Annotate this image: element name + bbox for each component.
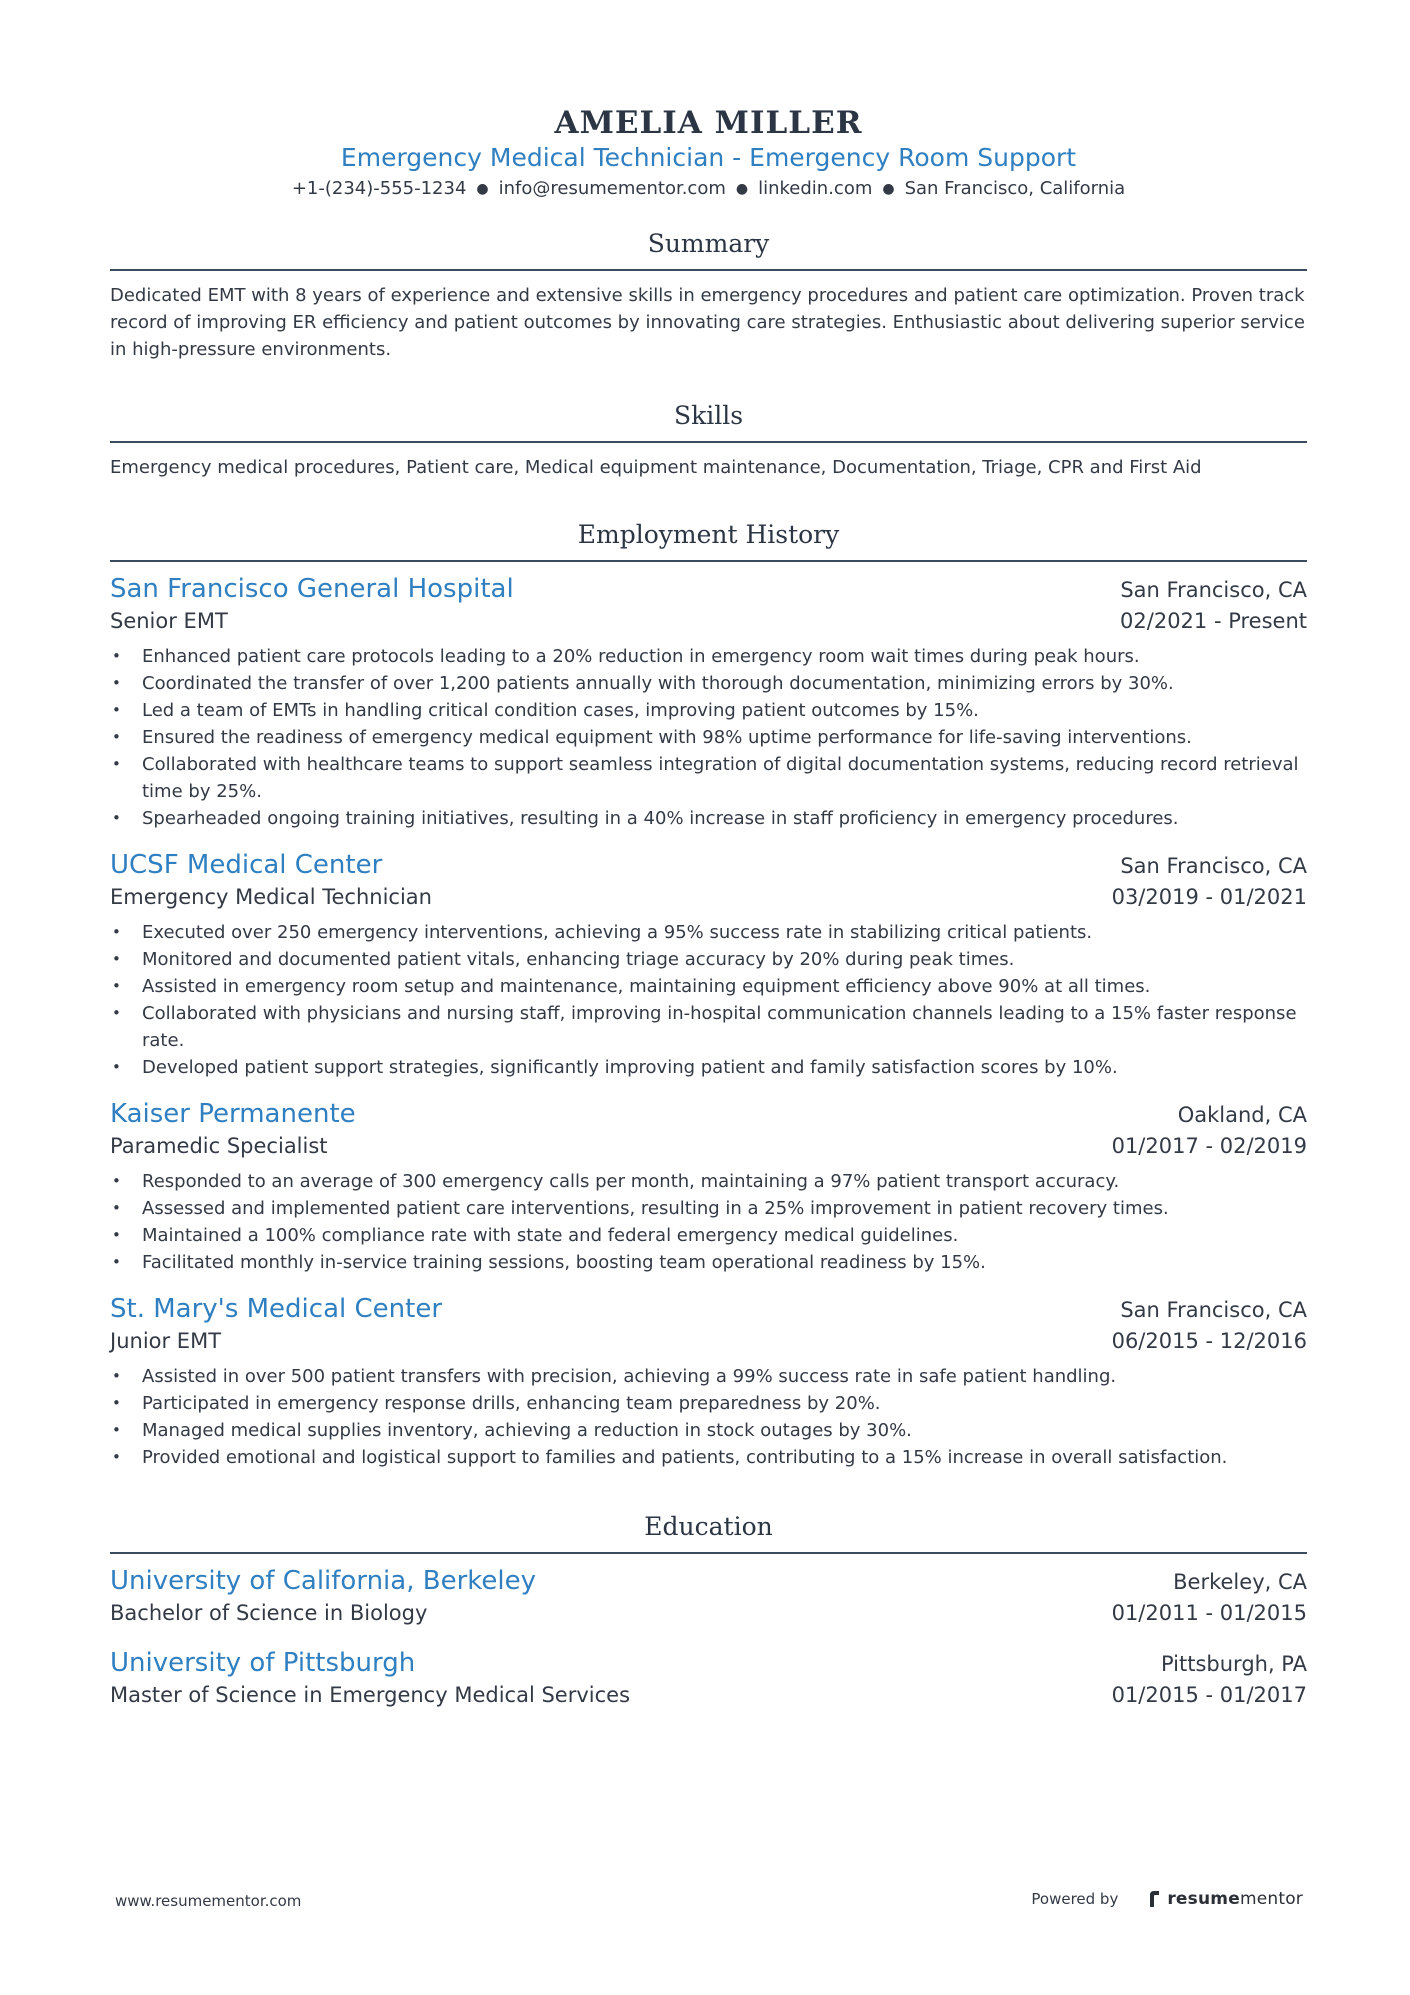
separator-dot: ●	[476, 181, 489, 197]
education-entry	[110, 1564, 1307, 1628]
job-role: Emergency Medical Technician	[110, 885, 432, 909]
contact-email: info@resumementor.com	[498, 178, 726, 199]
brand-name	[1167, 1889, 1303, 1909]
summary-text: Dedicated EMT with 8 years of experience and extensive skills in emergency procedures and patient care optimization. Proven track record of improving ER efficiency and patient outcomes by innovating care strategies. Enthusiastic about delivering superior service in high-pressure environments.	[110, 285, 1305, 360]
school-list	[110, 1564, 1307, 1710]
job-location: San Francisco, CA	[1120, 854, 1307, 878]
school-name: University of Pittsburgh	[110, 1648, 416, 1678]
bullet-item: • Enhanced patient care protocols leading to a 20% reduction in emergency room wait times during peak hours.	[110, 643, 1307, 670]
bullet-item: • Ensured the readiness of emergency medical equipment with 98% uptime performance for life-saving interventions.	[110, 724, 1307, 751]
contact-line	[110, 176, 1307, 203]
section-heading: Skills	[110, 400, 1307, 443]
degree-name: Bachelor of Science in Biology	[110, 1601, 428, 1625]
bullet-item: • Spearheaded ongoing training initiatives, resulting in a 40% increase in staff proficiency in emergency procedures.	[110, 805, 1307, 832]
job-list	[110, 572, 1307, 1471]
summary-section	[110, 228, 1307, 363]
education-section	[110, 1511, 1307, 1710]
job-entry	[110, 1097, 1307, 1276]
school-header	[110, 1564, 1307, 1598]
job-role: Senior EMT	[110, 609, 228, 633]
job-role: Junior EMT	[110, 1329, 222, 1353]
skills-text: Emergency medical procedures, Patient care, Medical equipment maintenance, Documentation, Triage, CPR and First Aid	[110, 457, 1202, 478]
school-subheader	[110, 1680, 1307, 1710]
footer-branding	[1031, 1889, 1303, 1909]
job-subheader	[110, 1131, 1307, 1161]
powered-by-label: Powered by	[1031, 1890, 1119, 1908]
brand-bold: resume	[1167, 1889, 1240, 1909]
job-header	[110, 848, 1307, 882]
bullet-item: • Collaborated with healthcare teams to support seamless integration of digital documentation systems, reducing record retrieval time by 25%.	[110, 751, 1307, 805]
education-dates: 01/2011 - 01/2015	[1111, 1601, 1307, 1625]
job-header	[110, 1292, 1307, 1326]
separator-dot: ●	[735, 181, 749, 197]
education-entry	[110, 1646, 1307, 1710]
section-heading: Summary	[110, 228, 1307, 271]
job-entry	[110, 848, 1307, 1081]
bullet-item: • Assessed and implemented patient care interventions, resulting in a 25% improvement in patient recovery times.	[110, 1195, 1307, 1222]
candidate-title: Emergency Medical Technician - Emergency Room Support	[340, 143, 1077, 172]
employer-name: San Francisco General Hospital	[110, 574, 514, 604]
bullet-item: • Developed patient support strategies, significantly improving patient and family satisfaction scores by 10%.	[110, 1054, 1307, 1081]
bullet-item: • Responded to an average of 300 emergency calls per month, maintaining a 97% patient transport accuracy.	[110, 1168, 1307, 1195]
bullet-item: • Facilitated monthly in-service training sessions, boosting team operational readiness by 15%.	[110, 1249, 1307, 1276]
contact-location: San Francisco, California	[904, 178, 1126, 199]
job-header	[110, 572, 1307, 606]
job-subheader	[110, 882, 1307, 912]
footer-website[interactable]: www.resumementor.com	[115, 1892, 302, 1910]
job-dates: 06/2015 - 12/2016	[1111, 1329, 1307, 1353]
bullet-item: • Assisted in emergency room setup and maintenance, maintaining equipment efficiency above 90% at all times.	[110, 973, 1307, 1000]
employer-name: Kaiser Permanente	[110, 1099, 356, 1129]
school-header	[110, 1646, 1307, 1680]
job-bullets	[110, 1363, 1307, 1471]
bullet-item: • Participated in emergency response drills, enhancing team preparedness by 20%.	[110, 1390, 1307, 1417]
bullet-item: • Maintained a 100% compliance rate with state and federal emergency medical guidelines.	[110, 1222, 1307, 1249]
bullet-item: • Assisted in over 500 patient transfers with precision, achieving a 99% success rate in safe patient handling.	[110, 1363, 1307, 1390]
school-location: Berkeley, CA	[1173, 1570, 1307, 1594]
resume-header	[110, 0, 1307, 203]
job-entry	[110, 1292, 1307, 1471]
education-dates: 01/2015 - 01/2017	[1111, 1683, 1307, 1707]
resumementor-logo-icon	[1148, 1890, 1161, 1908]
school-location: Pittsburgh, PA	[1160, 1652, 1307, 1676]
job-dates: 01/2017 - 02/2019	[1111, 1134, 1307, 1158]
job-location: Oakland, CA	[1177, 1103, 1307, 1127]
employer-name: UCSF Medical Center	[110, 850, 383, 880]
employment-section	[110, 519, 1307, 1471]
contact-linkedin: linkedin.com	[758, 178, 873, 199]
job-bullets	[110, 1168, 1307, 1276]
job-header	[110, 1097, 1307, 1131]
bullet-item: • Coordinated the transfer of over 1,200 patients annually with thorough documentation, minimizing errors by 30%.	[110, 670, 1307, 697]
degree-name: Master of Science in Emergency Medical Services	[110, 1683, 631, 1707]
bullet-item: • Collaborated with physicians and nursing staff, improving in-hospital communication channels leading to a 15% faster response rate.	[110, 1000, 1307, 1054]
bullet-item: • Managed medical supplies inventory, achieving a reduction in stock outages by 30%.	[110, 1417, 1307, 1444]
brand-light: mentor	[1239, 1889, 1303, 1909]
job-bullets	[110, 919, 1307, 1081]
separator-dot: ●	[882, 181, 895, 197]
section-heading: Education	[110, 1511, 1307, 1554]
job-bullets	[110, 643, 1307, 832]
section-heading: Employment History	[110, 519, 1307, 562]
employer-name: St. Mary's Medical Center	[110, 1294, 443, 1324]
job-location: San Francisco, CA	[1120, 1298, 1307, 1322]
contact-phone: +1-(234)-555-1234	[291, 178, 467, 199]
job-entry	[110, 572, 1307, 832]
job-subheader	[110, 1326, 1307, 1356]
skills-section	[110, 400, 1307, 481]
school-name: University of California, Berkeley	[110, 1566, 536, 1596]
job-dates: 02/2021 - Present	[1120, 609, 1307, 633]
bullet-item: • Monitored and documented patient vitals, enhancing triage accuracy by 20% during peak times.	[110, 946, 1307, 973]
job-subheader	[110, 606, 1307, 636]
job-role: Paramedic Specialist	[110, 1134, 328, 1158]
resume-page	[110, 0, 1307, 1710]
bullet-item: • Provided emotional and logistical support to families and patients, contributing to a 15% increase in overall satisfaction.	[110, 1444, 1307, 1471]
job-dates: 03/2019 - 01/2021	[1111, 885, 1307, 909]
school-subheader	[110, 1598, 1307, 1628]
bullet-item: • Executed over 250 emergency interventions, achieving a 95% success rate in stabilizing critical patients.	[110, 919, 1307, 946]
bullet-item: • Led a team of EMTs in handling critical condition cases, improving patient outcomes by 15%.	[110, 697, 1307, 724]
candidate-name: AMELIA MILLER	[554, 105, 863, 141]
job-location: San Francisco, CA	[1120, 578, 1307, 602]
